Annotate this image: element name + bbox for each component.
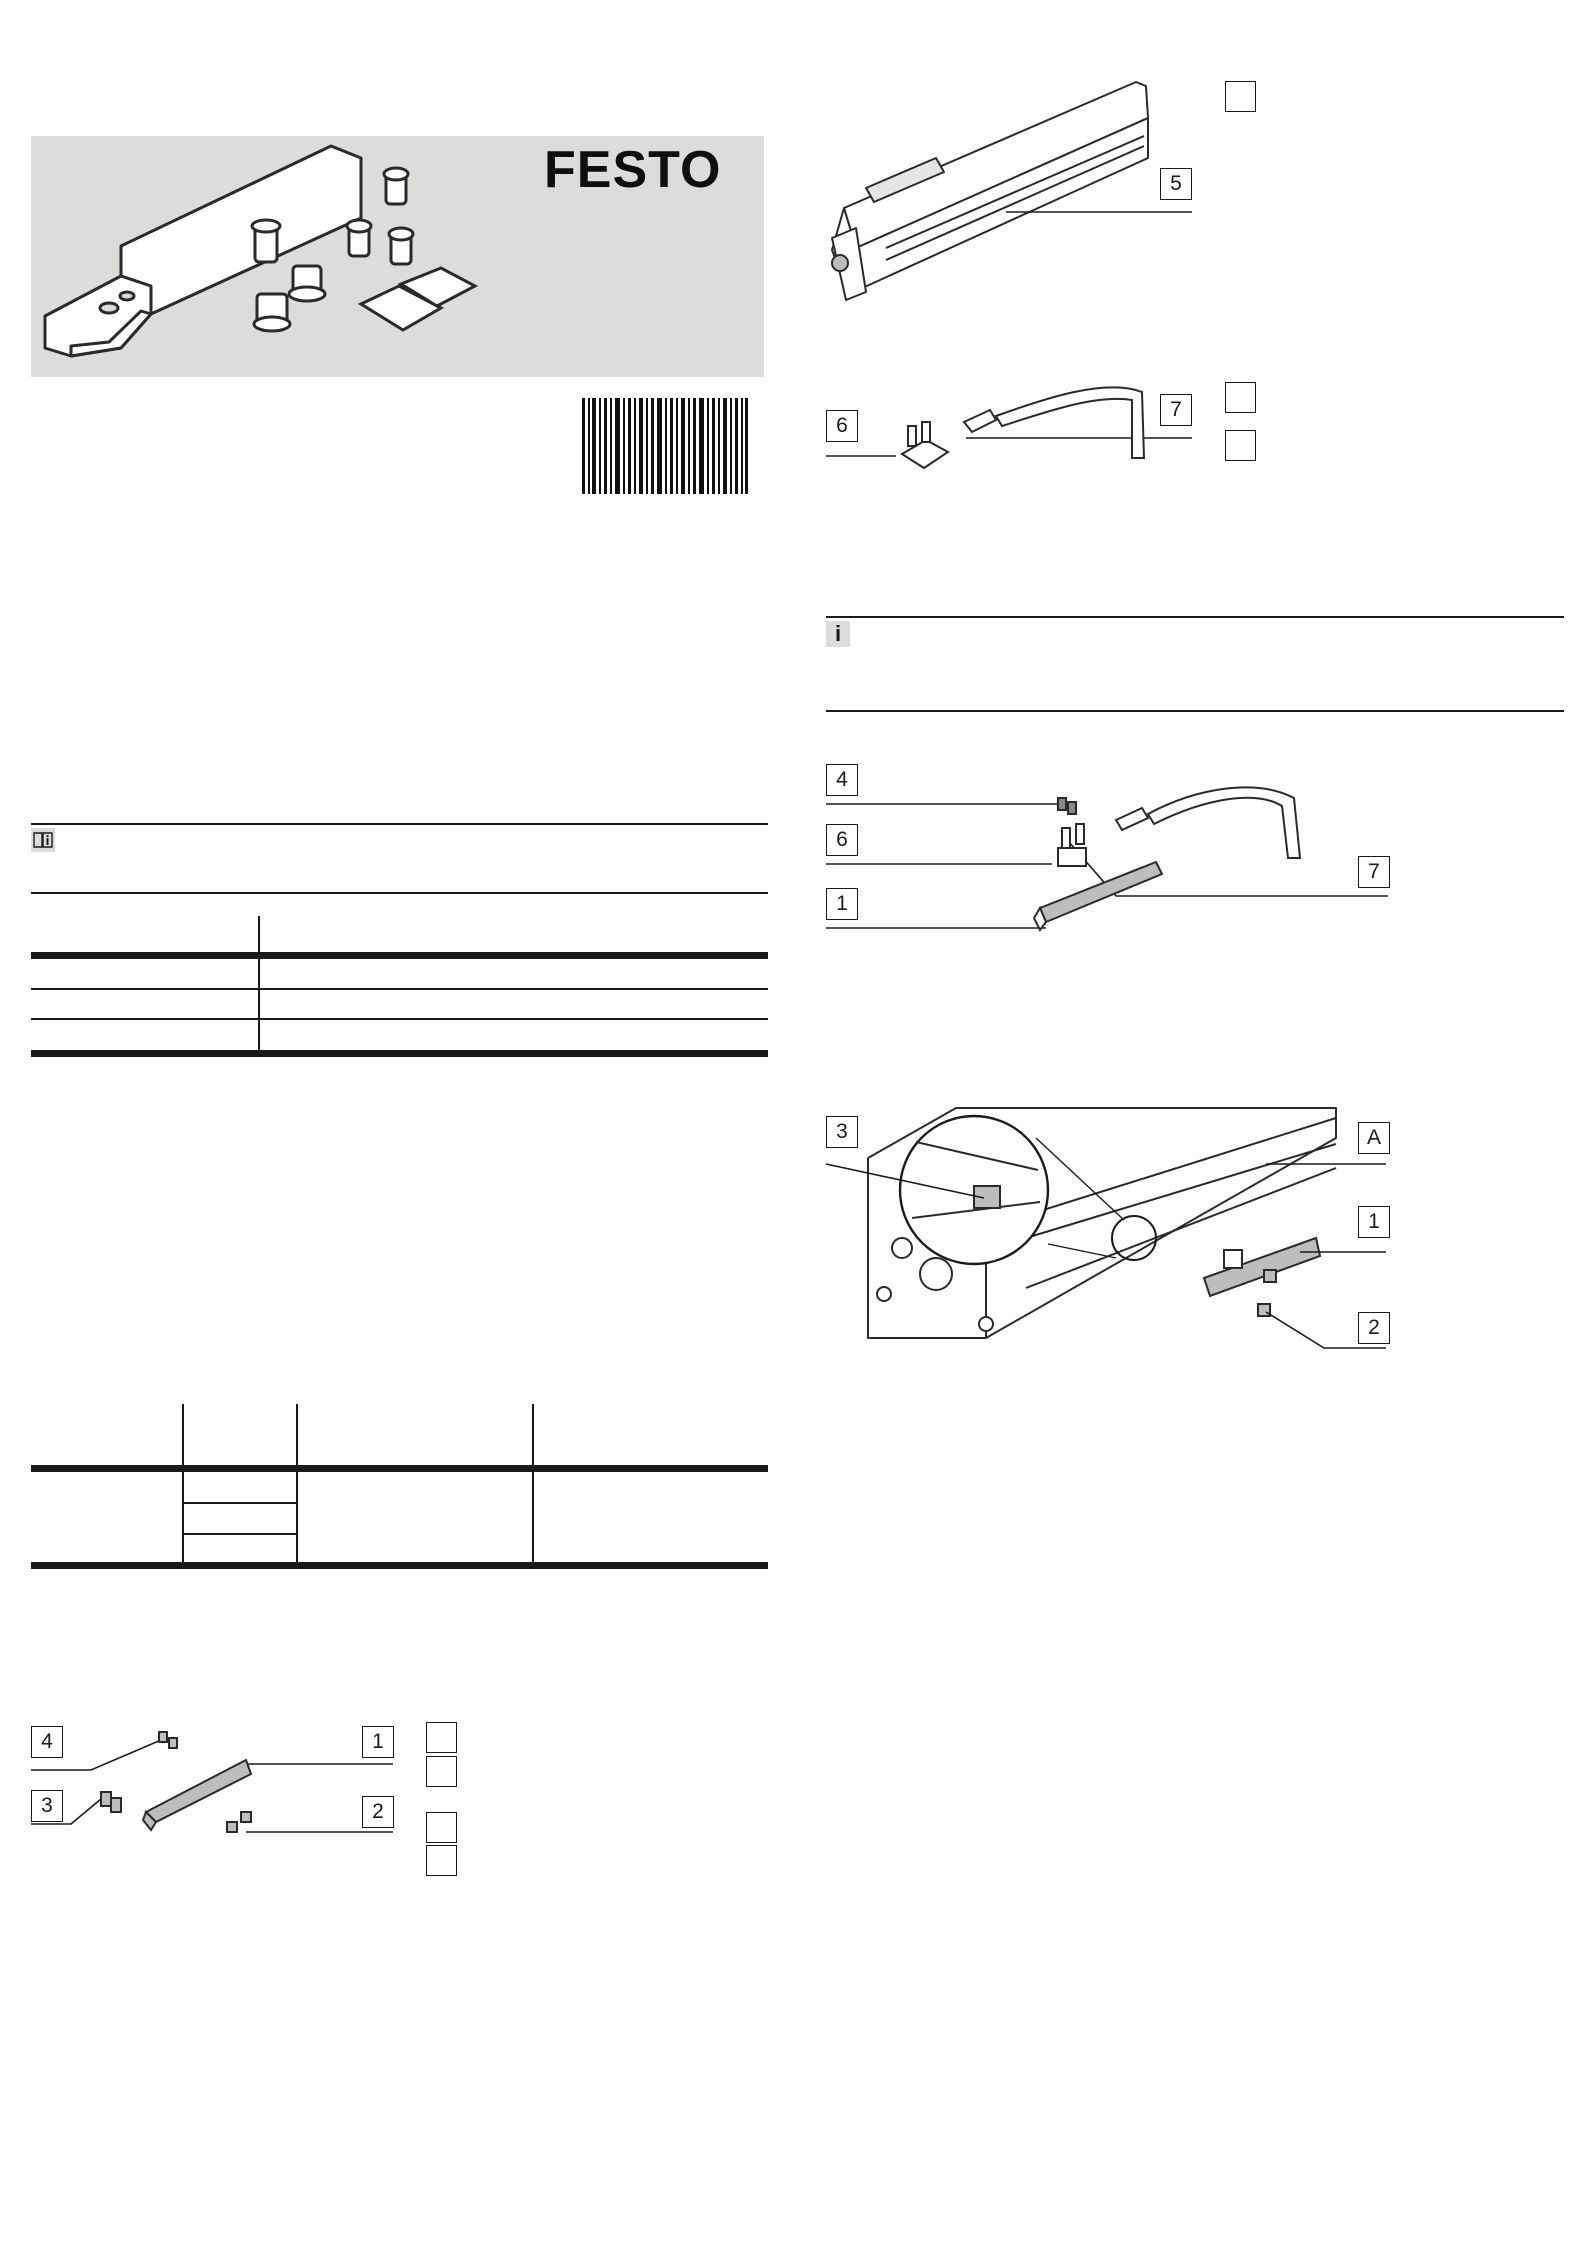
installation-diagram (826, 1098, 1386, 1368)
checkbox-axis[interactable] (1225, 81, 1256, 112)
manual-info-icon (31, 828, 55, 852)
callout-kit-screw-small: 4 (31, 1726, 63, 1758)
linear-axis-illustration (826, 78, 1198, 308)
sensor-cable-illustration (826, 378, 1198, 478)
callout-kit-screw: 2 (362, 1796, 394, 1828)
checkbox-sensor[interactable] (1225, 382, 1256, 413)
sensor-mounting-diagram (826, 758, 1386, 938)
checkbox-kit-1[interactable] (426, 1722, 457, 1753)
festo-logo: FESTO (544, 141, 722, 199)
callout-mount-screw: 4 (826, 764, 858, 796)
kit-parts-diagram (31, 1712, 411, 1862)
checkbox-kit-3[interactable] (426, 1812, 457, 1843)
callout-cable: 7 (1160, 394, 1192, 426)
checkbox-kit-4[interactable] (426, 1845, 457, 1876)
callout-kit-bracket: 1 (362, 1726, 394, 1758)
callout-linear-axis: 5 (1160, 168, 1192, 200)
callout-install-nut: 3 (826, 1116, 858, 1148)
info-rule-bottom (826, 710, 1564, 712)
info-rule-top (826, 616, 1564, 618)
section-rule-top (31, 823, 768, 825)
callout-mount-sensor: 6 (826, 824, 858, 856)
section-rule-bottom (31, 892, 768, 894)
callout-install-bracket: 1 (1358, 1206, 1390, 1238)
checkbox-kit-2[interactable] (426, 1756, 457, 1787)
barcode (582, 398, 748, 494)
callout-install-axis: A (1358, 1122, 1390, 1154)
callout-kit-nut: 3 (31, 1790, 63, 1822)
callout-mount-cable: 7 (1358, 856, 1390, 888)
checkbox-cable[interactable] (1225, 430, 1256, 461)
callout-sensor: 6 (826, 410, 858, 442)
callout-mount-bracket: 1 (826, 888, 858, 920)
callout-install-screw: 2 (1358, 1312, 1390, 1344)
info-icon: i (826, 621, 850, 647)
